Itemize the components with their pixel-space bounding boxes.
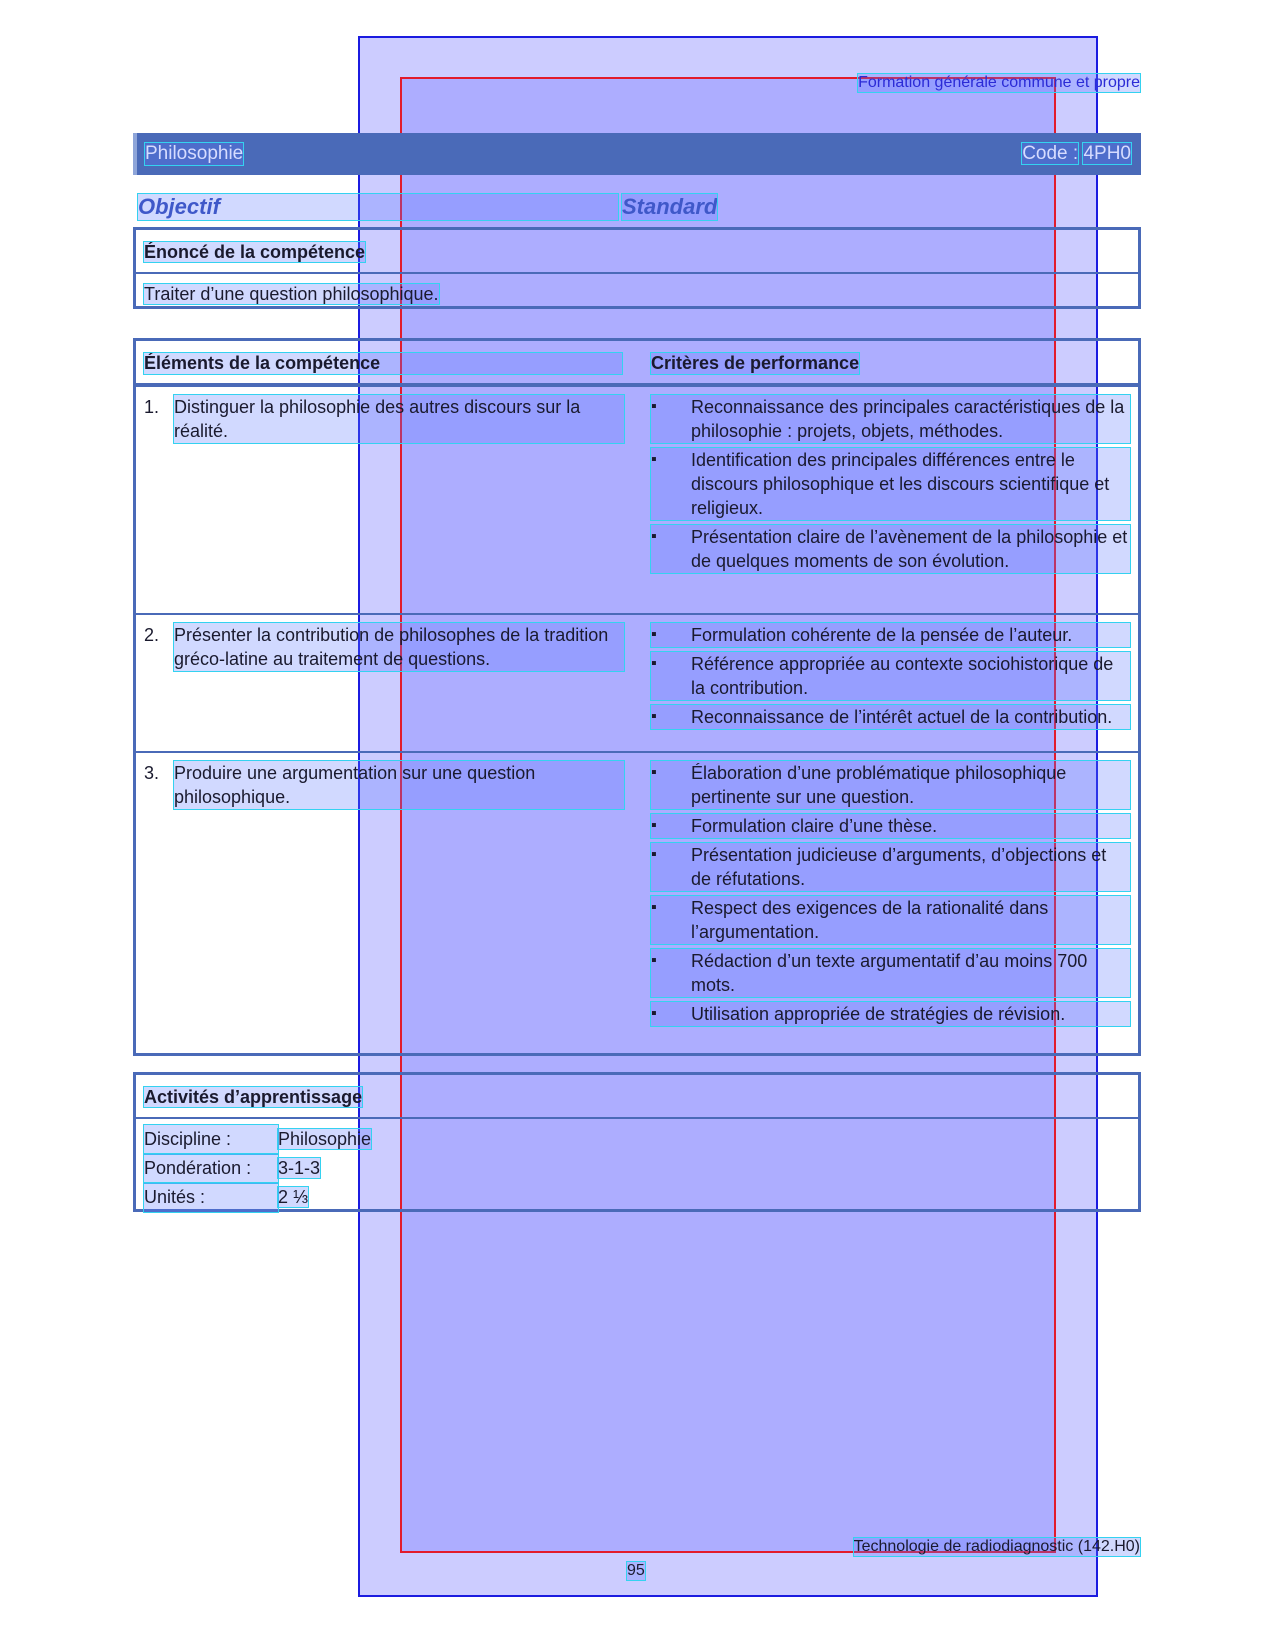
activites-title-row: [136, 1075, 1138, 1119]
discipline-bar: [133, 133, 1141, 175]
list-item: ▪ Utilisation appropriée de stratégies de révision.: [651, 1002, 1130, 1026]
ponderation-row: [144, 1154, 1130, 1183]
table-row: [136, 385, 1138, 615]
activites-title: Activités d’apprentissage: [144, 1087, 363, 1107]
criteres-list-3: [651, 761, 1130, 1031]
code-value: 4PH0: [1083, 143, 1131, 164]
list-item: ▪ Reconnaissance des principales caractéristiques de la philosophie : projets, objets, méthodes.: [651, 395, 1130, 443]
list-item: ▪ Identification des principales différences entre le discours philosophique et les discours scientifique et religieux.: [651, 448, 1130, 520]
element-number: 1.: [144, 397, 160, 417]
enonce-title: Énoncé de la compétence: [144, 242, 366, 262]
col-elements-header: Éléments de la compétence: [144, 353, 622, 374]
list-item: ▪ Rédaction d’un texte argumentatif d’au moins 700 mots.: [651, 949, 1130, 997]
enonce-title-row: [136, 230, 1138, 274]
table-row: [136, 613, 1138, 753]
list-item: ▪ Présentation judicieuse d’arguments, d’objections et de réfutations.: [651, 843, 1130, 891]
page-number: 95: [627, 1562, 645, 1579]
criteres-list-1: [651, 395, 1130, 578]
objectif-heading: Objectif: [138, 194, 618, 220]
activites-details: [136, 1119, 1138, 1218]
discipline-title: Philosophie: [145, 143, 244, 164]
standard-heading: Standard: [622, 194, 718, 219]
course-code: [1022, 143, 1131, 165]
list-item: ▪ Élaboration d’une problématique philosophique pertinente sur une question.: [651, 761, 1130, 809]
program-header: Formation générale commune et propre: [858, 74, 1140, 91]
unites-value: 2 ⅓: [278, 1187, 309, 1207]
discipline-value: Philosophie: [278, 1129, 372, 1149]
criteres-list-2: [651, 623, 1130, 734]
list-item: ▪ Référence appropriée au contexte sociohistorique de la contribution.: [651, 652, 1130, 700]
footer-program: Technologie de radiodiagnostic (142.H0): [853, 1538, 1140, 1555]
element-2: [144, 623, 624, 671]
col-criteres-header: Critères de performance: [651, 353, 860, 373]
discipline-row: [144, 1125, 1130, 1154]
competence-header-row: [136, 341, 1138, 385]
element-3: [144, 761, 624, 809]
ponderation-value: 3-1-3: [278, 1158, 321, 1178]
unites-label: Unités :: [144, 1183, 278, 1212]
element-number: 2.: [144, 625, 160, 645]
element-number: 3.: [144, 763, 160, 783]
list-item: ▪ Présentation claire de l’avènement de la philosophie et de quelques moments de son évolution.: [651, 525, 1130, 573]
discipline-label: Discipline :: [144, 1125, 278, 1154]
activites-box: [133, 1072, 1141, 1212]
enonce-text: Traiter d’une question philosophique.: [144, 284, 439, 304]
ponderation-label: Pondération :: [144, 1154, 278, 1183]
unites-row: [144, 1183, 1130, 1212]
list-item: ▪ Formulation claire d’une thèse.: [651, 814, 1130, 838]
list-item: ▪ Respect des exigences de la rationalité dans l’argumentation.: [651, 896, 1130, 944]
element-text: Présenter la contribution de philosophes de la tradition gréco-latine au traitement de questions.: [174, 623, 624, 671]
list-item: ▪ Reconnaissance de l’intérêt actuel de la contribution.: [651, 705, 1130, 729]
code-label: Code :: [1022, 143, 1079, 164]
element-text: Produire une argumentation sur une question philosophique.: [174, 761, 624, 809]
enonce-box: [133, 227, 1141, 309]
competence-table: [133, 338, 1141, 1056]
enonce-text-row: [136, 274, 1138, 315]
element-1: [144, 395, 624, 443]
table-row: [136, 751, 1138, 1055]
list-item: ▪ Formulation cohérente de la pensée de l’auteur.: [651, 623, 1130, 647]
element-text: Distinguer la philosophie des autres discours sur la réalité.: [174, 395, 624, 443]
